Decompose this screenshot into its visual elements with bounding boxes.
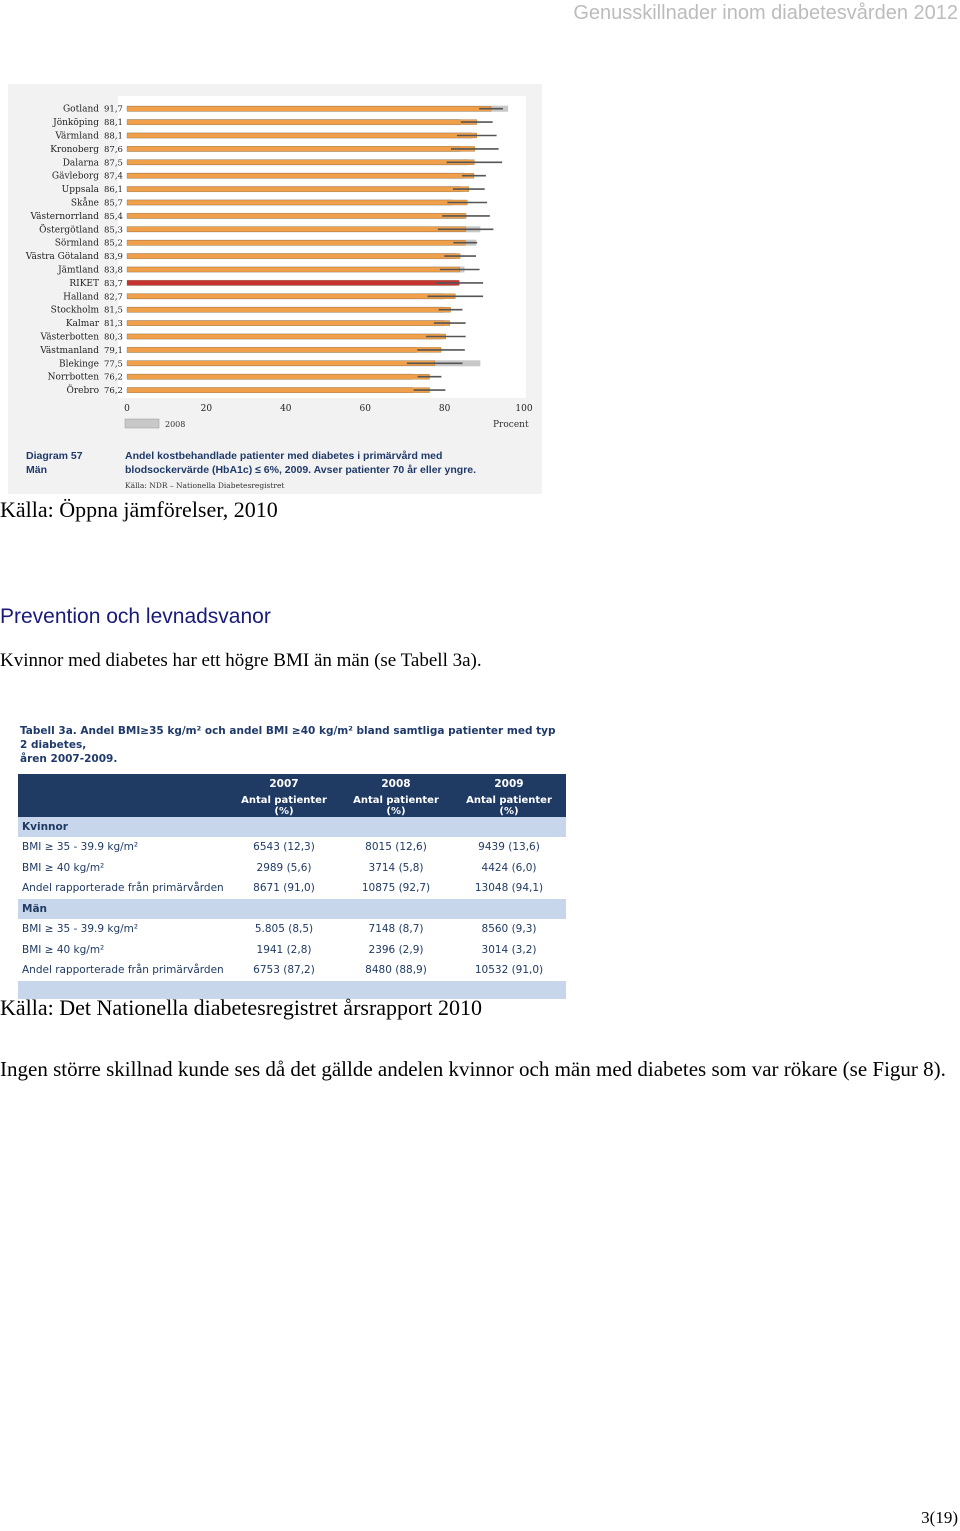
table-row	[18, 940, 566, 961]
category-label: Gotland	[62, 104, 99, 115]
bar	[127, 213, 466, 218]
table-title-text: Andel BMI≥35 kg/m² och andel BMI ≥40 kg/m² bland samtliga patienter med typ 2 diabetes,	[20, 725, 556, 751]
diagram-57-figure	[8, 84, 542, 494]
value-label: 79,1	[104, 345, 123, 356]
bar	[127, 160, 474, 165]
column-subheader: Antal patienter (%)	[340, 795, 452, 817]
category-label: Jönköping	[53, 118, 99, 129]
bar	[127, 280, 459, 285]
table-cell: 8560 (9,3)	[452, 919, 566, 940]
x-tick-label: 80	[438, 404, 451, 414]
bar	[127, 187, 469, 192]
category-label: Västra Götaland	[25, 252, 99, 263]
bar	[127, 200, 467, 205]
value-label: 87,4	[104, 171, 123, 182]
bar	[127, 361, 435, 366]
table-cell: 10875 (92,7)	[340, 878, 452, 899]
section-heading: Prevention och levnadsvanor	[0, 605, 271, 628]
table-3a-figure	[18, 724, 566, 999]
value-label: 85,2	[104, 238, 123, 249]
x-tick-label: 100	[515, 404, 533, 414]
table-row	[18, 837, 566, 858]
table-cell: 6753 (87,2)	[228, 960, 340, 981]
category-label: Gävleborg	[51, 171, 99, 182]
table-group-row	[18, 899, 566, 920]
value-label: 80,3	[104, 332, 123, 343]
diagram-description-line1: Andel kostbehandlade patienter med diabetes i primärvård med	[125, 450, 443, 462]
bar-chart	[8, 84, 542, 494]
column-subheader: Antal patienter (%)	[228, 795, 340, 817]
category-label: Stockholm	[50, 305, 99, 316]
bar	[127, 374, 430, 379]
bar	[127, 227, 466, 232]
value-label: 82,7	[104, 292, 123, 303]
year-header: 2008	[340, 774, 452, 795]
diagram-label: Diagram 57	[26, 450, 83, 462]
legend-2008-swatch	[125, 419, 159, 428]
bar	[127, 133, 477, 138]
table-cell: 8480 (88,9)	[340, 960, 452, 981]
bar	[127, 146, 475, 151]
category-label: Kronoberg	[50, 144, 99, 155]
table-cell: 8671 (91,0)	[228, 878, 340, 899]
bar	[127, 120, 477, 125]
diagram-source: Källa: NDR – Nationella Diabetesregistret	[125, 481, 285, 490]
bar	[127, 294, 455, 299]
value-label: 88,1	[104, 118, 123, 129]
value-label: 87,6	[104, 144, 123, 155]
category-label: Kalmar	[65, 319, 99, 330]
table-cell: 8015 (12,6)	[340, 837, 452, 858]
table-row	[18, 960, 566, 981]
legend-2008-label: 2008	[165, 420, 186, 429]
value-label: 91,7	[104, 104, 123, 115]
bar	[127, 173, 474, 178]
category-label: Skåne	[70, 198, 99, 209]
row-label: BMI ≥ 35 - 39.9 kg/m²	[18, 837, 228, 858]
value-label: 76,2	[104, 386, 123, 397]
year-header: 2009	[452, 774, 566, 795]
value-label: 86,1	[104, 185, 123, 196]
category-label: Örebro	[66, 386, 99, 397]
bar	[127, 267, 460, 272]
category-label: Dalarna	[62, 158, 99, 169]
bar	[127, 388, 430, 393]
table-title-years: åren 2007-2009.	[20, 753, 118, 765]
value-label: 87,5	[104, 158, 123, 169]
column-subheader: Antal patienter (%)	[452, 795, 566, 817]
diagram-description-line2: blodsockervärde (HbA1c) ≤ 6%, 2009. Avser patienter 70 år eller yngre.	[125, 464, 477, 476]
category-label: Norrbotten	[47, 372, 99, 383]
table-cell: 13048 (94,1)	[452, 878, 566, 899]
table-row	[18, 858, 566, 879]
category-label: RIKET	[69, 278, 99, 289]
x-tick-label: 0	[124, 404, 130, 414]
category-label: Uppsala	[61, 185, 99, 196]
value-label: 85,7	[104, 198, 123, 209]
table-cell: 3714 (5,8)	[340, 858, 452, 879]
table-cell: 9439 (13,6)	[452, 837, 566, 858]
x-tick-label: 20	[200, 404, 213, 414]
value-label: 85,4	[104, 211, 123, 222]
table-cell: 1941 (2,8)	[228, 940, 340, 961]
row-label: BMI ≥ 35 - 39.9 kg/m²	[18, 919, 228, 940]
section-text: Kvinnor med diabetes har ett högre BMI än män (se Tabell 3a).	[0, 650, 482, 671]
value-label: 85,3	[104, 225, 123, 236]
bar	[127, 321, 450, 326]
table-title-number: Tabell 3a.	[20, 725, 77, 737]
table-cell: 2989 (5,6)	[228, 858, 340, 879]
category-label: Blekinge	[58, 359, 99, 370]
bar	[127, 254, 460, 259]
category-label: Västmanland	[40, 345, 99, 356]
category-label: Värmland	[55, 131, 99, 142]
table-cell: 4424 (6,0)	[452, 858, 566, 879]
table-cell: 2396 (2,9)	[340, 940, 452, 961]
table-title	[20, 724, 566, 766]
table-row	[18, 919, 566, 940]
row-label: Andel rapporterade från primärvården	[18, 960, 228, 981]
value-label: 83,9	[104, 252, 123, 263]
x-tick-label: 60	[359, 404, 371, 414]
value-label: 83,8	[104, 265, 123, 276]
table-year-header-row	[18, 774, 566, 795]
value-label: 81,5	[104, 305, 123, 316]
value-label: 88,1	[104, 131, 123, 142]
table-cell: 6543 (12,3)	[228, 837, 340, 858]
value-label: 81,3	[104, 319, 123, 330]
diagram-sublabel: Män	[26, 464, 47, 476]
table-cell: 10532 (91,0)	[452, 960, 566, 981]
category-label: Jämtland	[58, 265, 99, 276]
category-label: Västerbotten	[40, 332, 99, 343]
year-header: 2007	[228, 774, 340, 795]
row-label: BMI ≥ 40 kg/m²	[18, 858, 228, 879]
bar	[127, 106, 491, 111]
axis-unit-label: Procent	[493, 420, 529, 430]
group-label: Män	[18, 899, 566, 920]
page-number: 3(19)	[921, 1508, 958, 1527]
bar	[127, 347, 441, 352]
value-label: 83,7	[104, 278, 123, 289]
running-header: Genusskillnader inom diabetesvården 2012	[573, 2, 958, 24]
x-tick-label: 40	[280, 404, 292, 414]
table-group-row	[18, 817, 566, 838]
row-label: Andel rapporterade från primärvården	[18, 878, 228, 899]
body-paragraph: Ingen större skillnad kunde ses då det gällde andelen kvinnor och män med diabetes som var rökare (se Figur 8).	[0, 1057, 946, 1081]
row-label: BMI ≥ 40 kg/m²	[18, 940, 228, 961]
table-cell: 5.805 (8,5)	[228, 919, 340, 940]
table-cell: 7148 (8,7)	[340, 919, 452, 940]
table-subheader-row	[18, 795, 566, 817]
value-label: 76,2	[104, 372, 123, 383]
figure1-caption: Källa: Öppna jämförelser, 2010	[0, 497, 278, 522]
value-label: 77,5	[104, 359, 123, 370]
figure2-caption: Källa: Det Nationella diabetesregistret årsrapport 2010	[0, 995, 482, 1020]
table-row	[18, 878, 566, 899]
bar	[127, 307, 451, 312]
group-label: Kvinnor	[18, 817, 566, 838]
category-label: Sörmland	[54, 238, 99, 249]
table-cell: 3014 (3,2)	[452, 940, 566, 961]
bar	[127, 240, 465, 245]
bar	[127, 334, 446, 339]
category-label: Östergötland	[39, 225, 99, 236]
category-label: Västernorrland	[30, 211, 99, 222]
category-label: Halland	[63, 292, 99, 303]
bmi-table	[18, 774, 566, 999]
